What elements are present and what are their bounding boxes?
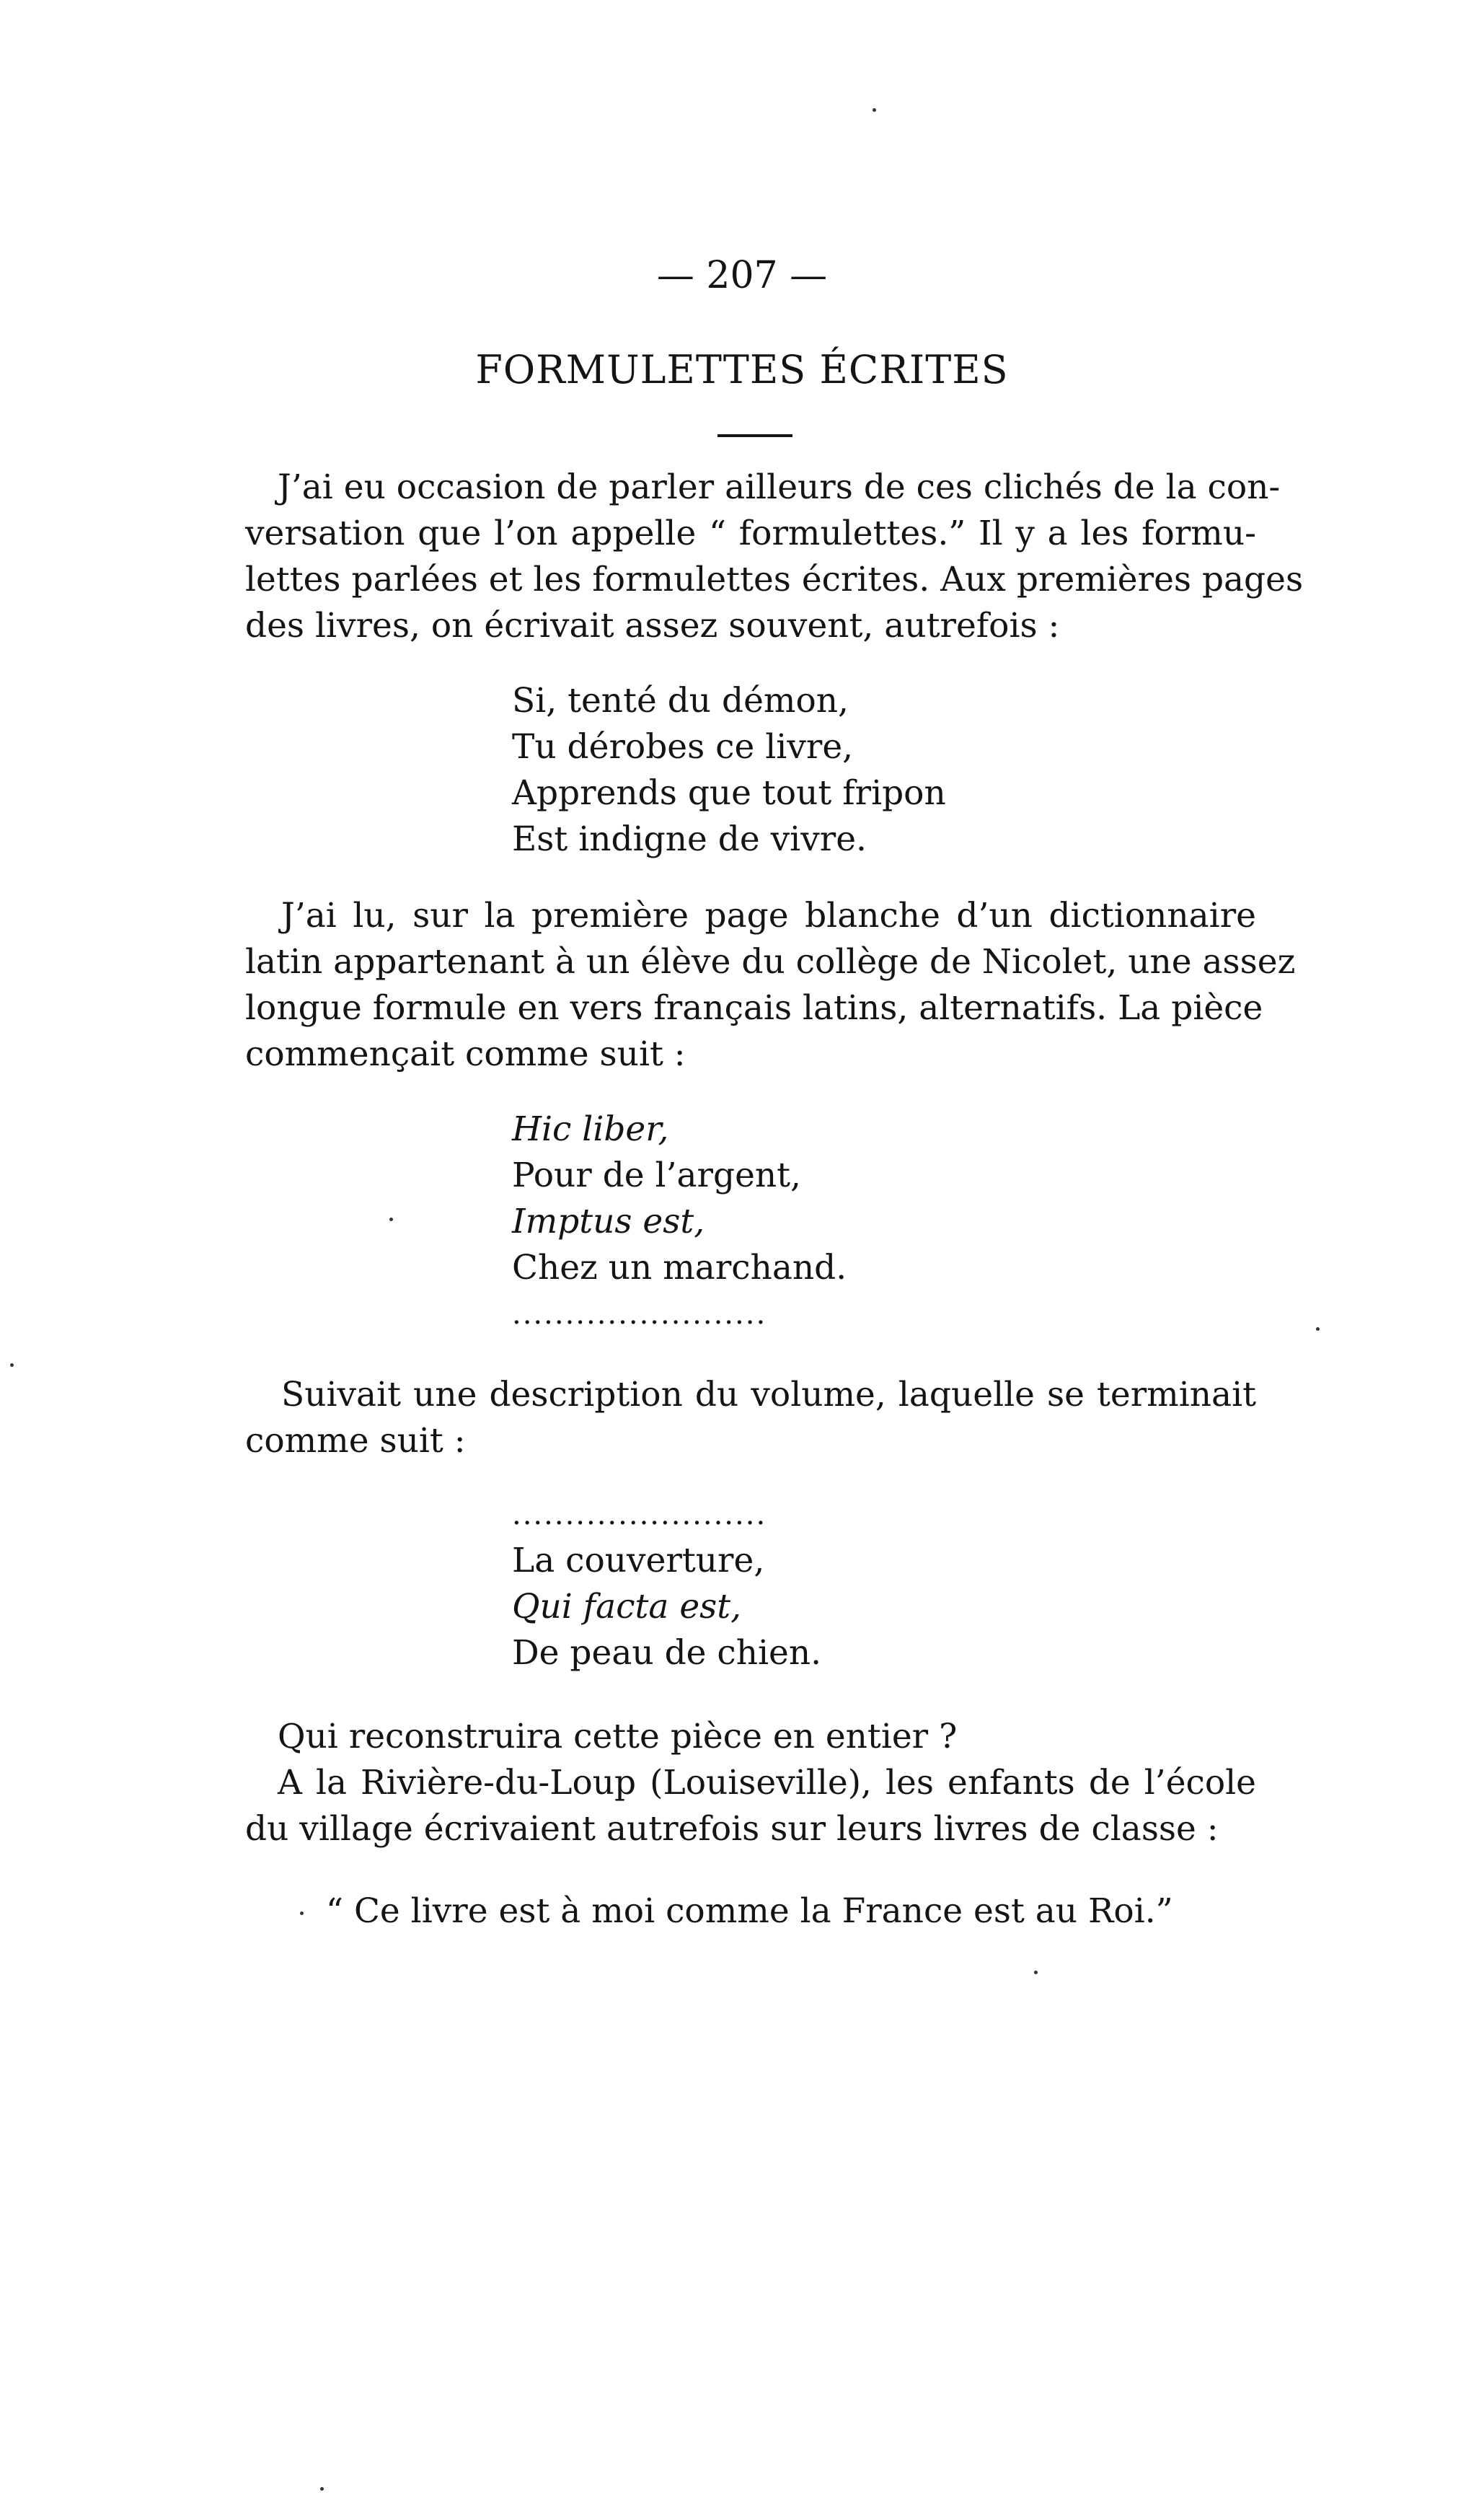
verse-2-ellipsis: ........................ xyxy=(512,1298,767,1331)
title-rule xyxy=(717,434,792,437)
paragraph-2-line-2: latin appartenant à un élève du collège de Nicolet, une assez xyxy=(245,942,1296,982)
print-speck xyxy=(1034,1971,1038,1974)
closing-quote: “ Ce livre est à moi comme la France est au Roi.” xyxy=(326,1891,1173,1931)
verse-3-line-1: La couverture, xyxy=(512,1541,765,1580)
section-title: FORMULETTES ÉCRITES xyxy=(475,347,1009,392)
paragraph-4-line-1: Qui reconstruira cette pièce en entier ? xyxy=(278,1717,958,1756)
paragraph-1-line-3: lettes parlées et les formulettes écrites. Aux premières pages xyxy=(245,560,1304,599)
verse-1-line-1: Si, tenté du démon, xyxy=(512,681,849,721)
verse-2-line-1: Hic liber, xyxy=(512,1109,669,1149)
paragraph-2-line-3: longue formule en vers français latins, alternatifs. La pièce xyxy=(245,988,1263,1028)
verse-2-line-3: Imptus est, xyxy=(512,1202,705,1241)
verse-1-line-4: Est indigne de vivre. xyxy=(512,819,867,859)
verse-2-line-2: Pour de l’argent, xyxy=(512,1156,801,1195)
page-number: — 207 — xyxy=(656,254,828,297)
paragraph-5-line-2: du village écrivaient autrefois sur leurs livres de classe : xyxy=(245,1809,1219,1849)
verse-3-line-3: De peau de chien. xyxy=(512,1633,822,1673)
verse-3-ellipsis: ........................ xyxy=(512,1498,767,1531)
paragraph-5-line-1: A la Rivière-du-Loup (Louiseville), les enfants de l’école xyxy=(278,1763,1256,1803)
paragraph-1-line-4: des livres, on écrivait assez souvent, autrefois : xyxy=(245,606,1060,646)
verse-1-line-2: Tu dérobes ce livre, xyxy=(512,727,854,767)
paragraph-2-line-4: commençait comme suit : xyxy=(245,1034,686,1074)
paragraph-2-line-1: J’ai lu, sur la première page blanche d’un dictionnaire xyxy=(281,896,1256,936)
paragraph-1-line-2: versation que l’on appelle “ formulettes.” Il y a les formu- xyxy=(245,514,1256,553)
print-speck xyxy=(389,1218,393,1221)
print-speck xyxy=(320,2487,324,2491)
verse-2-line-4: Chez un marchand. xyxy=(512,1248,847,1288)
print-speck xyxy=(873,108,876,112)
print-speck xyxy=(300,1911,304,1915)
verse-1-line-3: Apprends que tout fripon xyxy=(512,773,946,813)
print-speck xyxy=(1316,1327,1320,1331)
print-speck xyxy=(10,1363,14,1367)
paragraph-3-line-2: comme suit : xyxy=(245,1421,466,1461)
paragraph-1-line-1: J’ai eu occasion de parler ailleurs de ces clichés de la con- xyxy=(278,467,1281,507)
paragraph-3-line-1: Suivait une description du volume, laquelle se terminait xyxy=(281,1375,1256,1414)
verse-3-line-2: Qui facta est, xyxy=(512,1587,742,1627)
